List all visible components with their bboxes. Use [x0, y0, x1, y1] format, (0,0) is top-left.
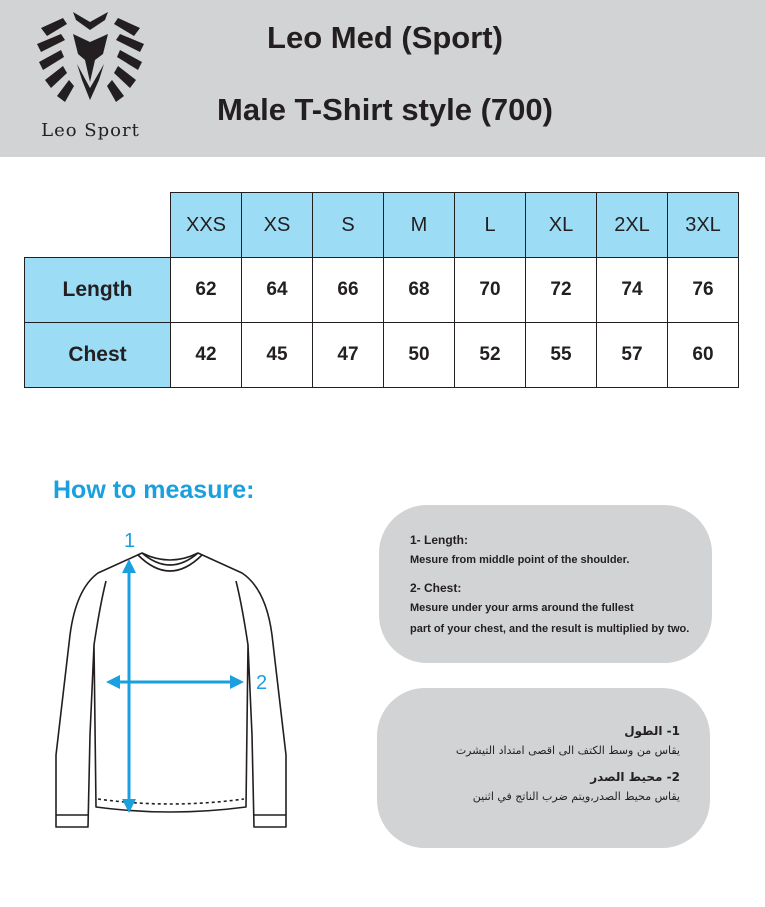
table-cell: 70 — [455, 258, 526, 323]
chest-instruction-title: 2- Chest: — [410, 581, 462, 595]
table-row-chest — [25, 323, 739, 388]
chest-instruction-line-2: part of your chest, and the result is multiplied by two. — [410, 623, 690, 635]
table-cell: 45 — [242, 323, 313, 388]
marker-2-label: 2 — [256, 672, 268, 694]
table-corner — [25, 193, 171, 258]
size-header-cell: 3XL — [668, 193, 739, 258]
size-header-cell: XS — [242, 193, 313, 258]
size-header-row — [25, 193, 739, 258]
table-cell: 64 — [242, 258, 313, 323]
row-label-chest: Chest — [25, 323, 171, 388]
arabic-length-text: يقاس من وسط الكتف الى اقصى امتداد التيشرت — [455, 744, 680, 757]
how-to-measure-title: How to measure: — [53, 476, 255, 504]
table-cell: 68 — [384, 258, 455, 323]
table-cell: 60 — [668, 323, 739, 388]
chest-instruction-line-1: Mesure under your arms around the fullest — [410, 602, 634, 614]
size-header-cell: S — [313, 193, 384, 258]
logo-text: Leo Sport — [41, 120, 140, 141]
size-header-cell: XXS — [171, 193, 242, 258]
table-cell: 42 — [171, 323, 242, 388]
marker-1-label: 1 — [124, 530, 136, 552]
arabic-chest-text: يقاس محيط الصدر,ويتم ضرب الناتج في اثنين — [472, 790, 680, 803]
table-cell: 55 — [526, 323, 597, 388]
table-cell: 66 — [313, 258, 384, 323]
table-cell: 76 — [668, 258, 739, 323]
size-header-cell: M — [384, 193, 455, 258]
header-banner — [0, 0, 765, 157]
table-cell: 62 — [171, 258, 242, 323]
length-instruction-text: Mesure from middle point of the shoulder. — [410, 554, 630, 566]
table-cell: 57 — [597, 323, 668, 388]
arabic-chest-title: 2- محيط الصدر — [590, 770, 680, 784]
tshirt-outline — [56, 553, 286, 827]
chest-arrow-head-left — [106, 675, 120, 689]
measure-arrows — [106, 559, 244, 813]
table-cell: 72 — [526, 258, 597, 323]
row-label-length: Length — [25, 258, 171, 323]
table-row-length — [25, 258, 739, 323]
leo-sport-logo — [28, 10, 153, 145]
table-cell: 47 — [313, 323, 384, 388]
arabic-length-title: 1- الطول — [624, 724, 680, 738]
size-header-cell: 2XL — [597, 193, 668, 258]
page-subtitle: Male T-Shirt style (700) — [217, 92, 553, 127]
table-cell: 50 — [384, 323, 455, 388]
lion-head-icon — [33, 10, 148, 110]
arabic-instructions-box — [377, 688, 710, 848]
size-header-cell: XL — [526, 193, 597, 258]
table-cell: 74 — [597, 258, 668, 323]
size-header-cell: L — [455, 193, 526, 258]
chest-arrow-head-right — [230, 675, 244, 689]
page-title: Leo Med (Sport) — [267, 20, 503, 55]
length-instruction-title: 1- Length: — [410, 533, 468, 547]
tshirt-diagram — [40, 525, 320, 835]
size-chart-table — [24, 192, 739, 388]
table-cell: 52 — [455, 323, 526, 388]
english-instructions-box — [379, 505, 712, 663]
